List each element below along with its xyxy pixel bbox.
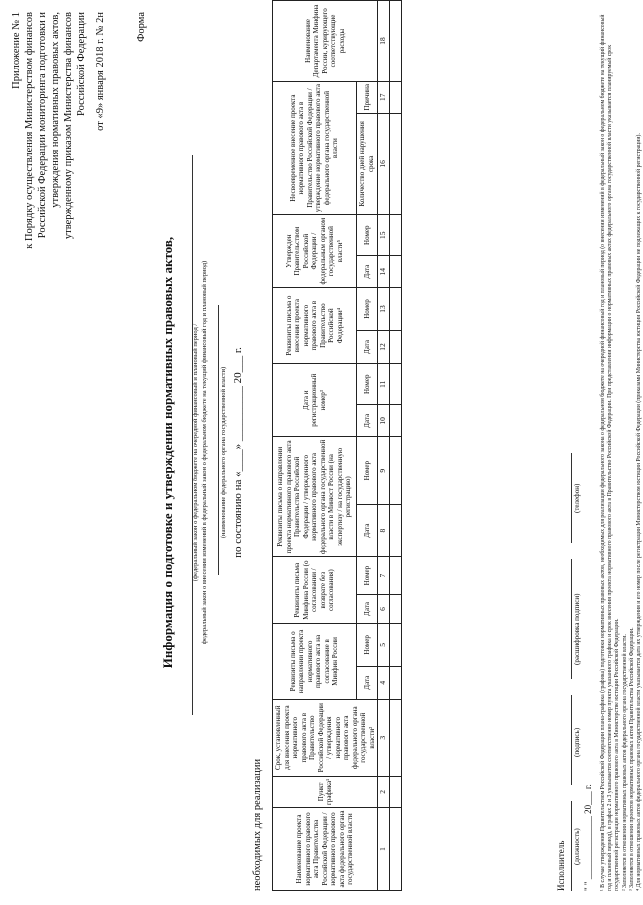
subheader-number: Номер [356, 364, 377, 405]
col-number: 18 [378, 1, 390, 82]
law-caption-2: федеральный закон о внесении изменений в федеральный закон о федеральном бюджете на текущий финансовый год и плановый период) [201, 260, 208, 645]
col-header-9: Утвержден Правительством Российской Федерации / федеральным органом государственной власти⁵ [273, 215, 357, 288]
appendix-line: от «9» января 2018 г. № 2н [95, 12, 106, 131]
col-number: 7 [378, 557, 390, 595]
footnote: ⁴ Для нормативных правовых актов федерального органа государственной власти указывается дата их утверждения и его номер после регистрации Министерством юстиции Российской Федерации (приказами Министерства юстиции Российской Федерации не подлежащих к государственной регистрации). [636, 133, 643, 891]
signature-line[interactable] [571, 695, 572, 785]
col-number: 10 [378, 405, 390, 437]
subheader-date: Дата [356, 330, 377, 363]
appendix-line: утверждения нормативных правовых актов, [50, 12, 61, 208]
subheader-date: Дата [356, 594, 377, 623]
col-number: 3 [378, 699, 390, 776]
subheader-number: Номер [356, 288, 377, 331]
appendix-line: Российской Федерации [76, 12, 87, 116]
col-number: 5 [378, 624, 390, 667]
footnote: ¹ В случае утверждения Правительством Российской Федерации плана-графика (графика) подготовки нормативных правовых актов, необходимых для реализации федерального закона о федеральном бюджете на очередной финансовый год и плановый период (о внесении изменений в федеральный закон о федеральном бюджете на текущий финансовый год и плановый период), в графах 2 и 3 указывается соответственно номер пункта указанного графика и срок внесения проекта нормативного правового акта в Правительство Российской Федерации. При представлении информации о нормативных правовых актах федерального органа государственной власти указывается планируемый срок государственной регистрации нормативного правового акта в Министерстве юстиции Российской Федерации. [600, 14, 621, 891]
acts-table [272, 0, 402, 891]
position-caption: (должность) [573, 828, 581, 865]
appendix-line: Российской Федерации мониторинга подготовки и [37, 12, 48, 239]
col-header-3: Срок, установленный для внесения проекта нормативного правового акта в Правительство Российской Федерации / утверждения нормативного правового акта федерального органа государственной власти² [273, 699, 378, 776]
col-header-6: Реквизиты письма о направлении проекта нормативного правового акта Правительства Российской Федерации / утвержденного нормативного правового акта федерального органа государственной власти в Минюст России (на экспертизу / на государственную регистрацию) [273, 437, 357, 557]
col-header-11: Наименование Департамента Минфина России, курирующего соответствующие расходы [273, 1, 378, 82]
col-header-2: Пункт графика¹ [273, 776, 378, 807]
col-number: 2 [378, 776, 390, 807]
col-number: 11 [378, 364, 390, 405]
position-line[interactable] [571, 801, 572, 891]
col-header-1: Наименование проекта нормативного правового акта Правительства Российской Федерации / нормативного правового акта федерального органа государственной власти [273, 808, 378, 891]
col-header-5: Реквизиты письма Минфина России (о согласовании / возврате без согласования) [273, 557, 357, 624]
subheader-date: Дата [356, 504, 377, 556]
col-header-8: Реквизиты письма о внесении проекта нормативного правового акта в Правительство Российской Федерации⁴ [273, 288, 357, 364]
col-number: 1 [378, 808, 390, 891]
col-number: 4 [378, 666, 390, 699]
subheader-date: Дата [356, 405, 377, 437]
footnote: ³ Заполняется в отношении проектов нормативных правовых актов Правительства Российской Федерации. [628, 627, 635, 891]
form-label: Форма [136, 12, 147, 42]
col-number: 6 [378, 594, 390, 623]
column-numbers-row [378, 1, 390, 891]
subheader-number: Номер [356, 557, 377, 595]
col-number: 17 [378, 82, 390, 114]
footnotes [600, 11, 643, 891]
state-on-date: по состоянию на «____» __________ 20___ г. [232, 347, 244, 558]
appendix-line: к Порядку осуществления Министерством финансов [24, 12, 35, 249]
document-title: Информация о подготовке и утверждении нормативных правовых актов, [160, 236, 175, 669]
col-header-7: Дата и регистрационный номер³ [273, 364, 357, 437]
col-number: 12 [378, 330, 390, 363]
col-number: 13 [378, 288, 390, 331]
executor-label: Исполнитель [556, 840, 566, 891]
executor-date: " " ______________ 20___ г. [583, 784, 593, 891]
phone-caption: (телефон) [573, 483, 581, 513]
subheader-reason: Причина [356, 82, 377, 114]
col-number: 8 [378, 504, 390, 556]
subheader-days: Количество дней нарушения срока [356, 113, 377, 215]
needed-label: необходимых для реализации [252, 758, 263, 891]
law-caption: (федеральный закон о федеральном бюджете на очередной финансовый и плановый период / [192, 323, 199, 582]
col-number: 15 [378, 215, 390, 256]
subheader-date: Дата [356, 666, 377, 699]
subheader-date: Дата [356, 256, 377, 288]
table-row[interactable] [390, 1, 402, 891]
subheader-number: Номер [356, 624, 377, 667]
footnote: ² Заполняется в отношении нормативных правовых актов федерального органа государственной власти. [621, 634, 628, 891]
decoding-line[interactable] [571, 559, 572, 679]
appendix-block [10, 12, 107, 352]
col-header-4: Реквизиты письма о направлении проекта нормативного правового акта на согласование в Минфин России [273, 624, 357, 700]
col-header-10: Несвоевременное внесение проекта нормативного правового акта в Правительство Российской Федерации / утверждение нормативного правового акта федерального органа государственной власти [273, 82, 357, 215]
signature-caption: (подпись) [573, 727, 581, 757]
col-number: 16 [378, 113, 390, 215]
subheader-number: Номер [356, 215, 377, 256]
org-caption: (наименование федерального органа государственной власти) [220, 366, 227, 539]
org-fill-line[interactable] [214, 305, 219, 575]
subheader-number: Номер [356, 437, 377, 505]
col-number: 14 [378, 256, 390, 288]
appendix-line: Приложение № 1 [11, 12, 22, 89]
decoding-caption: (расшифровка подписи) [573, 593, 581, 665]
appendix-line: утвержденному приказом Министерства финансов [63, 12, 74, 240]
phone-line[interactable] [571, 453, 572, 543]
col-number: 9 [378, 437, 390, 505]
